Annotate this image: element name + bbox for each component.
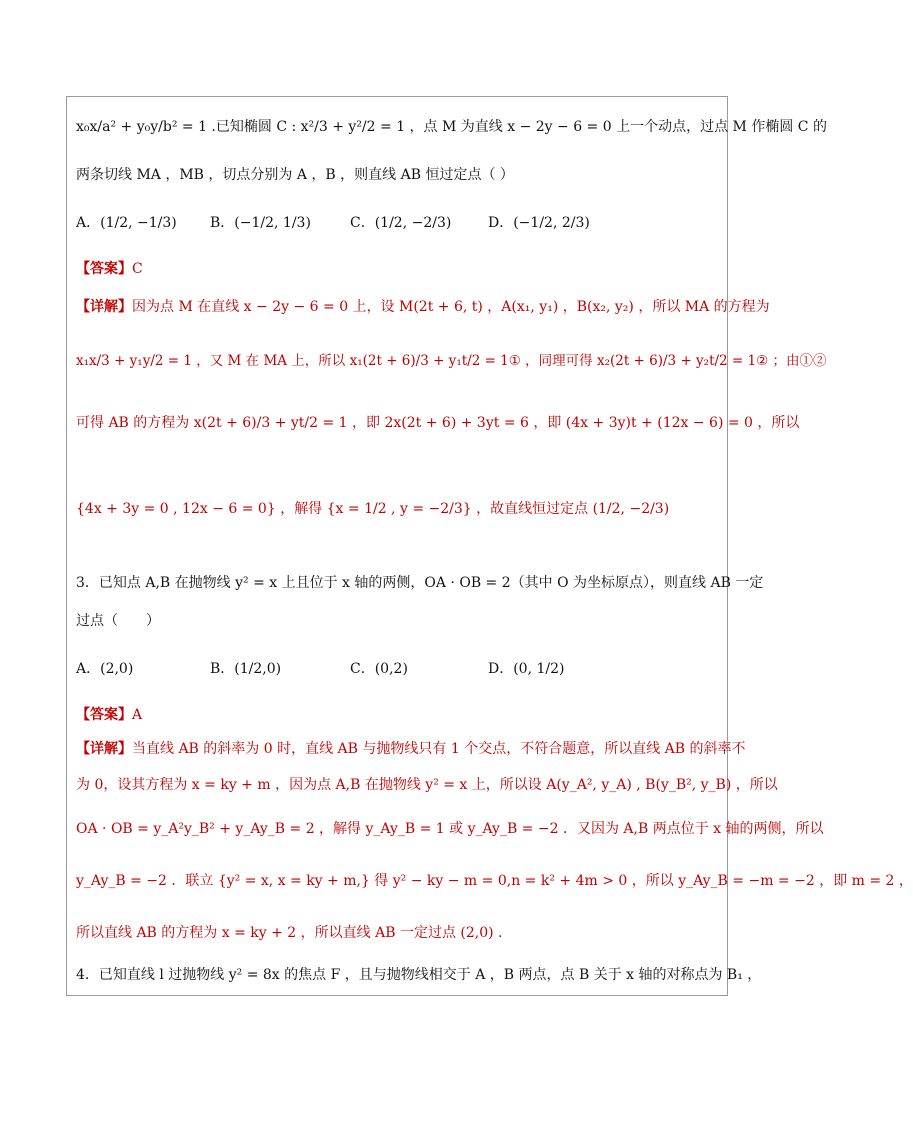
q3-detail-text-1: 当直线 AB 的斜率为 0 时，直线 AB 与抛物线只有 1 个交点，不符合题意，所以直线 AB 的斜率不 bbox=[132, 741, 746, 757]
q3-option-a: A．(2,0) bbox=[76, 661, 134, 677]
q2-answer-tag: 【答案】 bbox=[76, 261, 132, 277]
q4-stem-line-1: 4．已知直线 l 过抛物线 y² = 8x 的焦点 F ，且与抛物线相交于 A ，B 两点，点 B 关于 x 轴的对称点为 B₁ ， bbox=[76, 967, 762, 983]
q2-detail-line-3: 可得 AB 的方程为 x(2t + 6)/3 + yt/2 = 1 ，即 2x(2t + 6) + 3yt = 6 ，即 (4x + 3y)t + (12x − 6) = 0 ，所以 bbox=[76, 415, 800, 431]
q3-stem-line-1: 3．已知点 A,B 在抛物线 y² = x 上且位于 x 轴的两侧，OA · OB = 2（其中 O 为坐标原点），则直线 AB 一定 bbox=[76, 575, 764, 591]
q3-detail-line-2: 为 0，设其方程为 x = ky + m ，因为点 A,B 在抛物线 y² = x 上，所以设 A(y_A², y_A) , B(y_B², y_B) ，所以 bbox=[76, 777, 778, 793]
q3-answer-value: A bbox=[132, 707, 143, 723]
q3-stem-line-2: 过点（ ） bbox=[76, 613, 160, 629]
q3-detail-line-1 bbox=[76, 738, 746, 760]
q3-answer-row bbox=[76, 704, 142, 726]
q3-detail-line-5: 所以直线 AB 的方程为 x = ky + 2 ，所以直线 AB 一定过点 (2,0) . bbox=[76, 925, 503, 941]
q2-option-d: D．(−1/2, 2/3) bbox=[488, 215, 590, 231]
q2-answer-value: C bbox=[132, 261, 143, 277]
q3-option-b: B．(1/2,0) bbox=[210, 661, 282, 677]
q3-detail-line-4: y_Ay_B = −2 ．联立 {y² = x, x = ky + m,} 得 y² − ky − m = 0,n = k² + 4m > 0 ，所以 y_Ay_B = −m = −2 ，即 m = 2 ， bbox=[76, 873, 913, 889]
q3-detail-line-3: OA · OB = y_A²y_B² + y_Ay_B = 2 ，解得 y_Ay_B = 1 或 y_Ay_B = −2 ．又因为 A,B 两点位于 x 轴的两侧，所以 bbox=[76, 821, 824, 837]
q2-stem-line-2: 两条切线 MA ，MB ，切点分别为 A ，B ，则直线 AB 恒过定点（ ） bbox=[76, 167, 514, 183]
q2-detail-text-1: 因为点 M 在直线 x − 2y − 6 = 0 上，设 M(2t + 6, t) ，A(x₁, y₁) ，B(x₂, y₂) ，所以 MA 的方程为 bbox=[132, 299, 770, 315]
q3-option-d: D．(0, 1/2) bbox=[488, 661, 565, 677]
q2-option-b: B．(−1/2, 1/3) bbox=[210, 215, 311, 231]
q3-answer-tag: 【答案】 bbox=[76, 707, 132, 723]
q2-detail-tag: 【详解】 bbox=[76, 299, 132, 315]
q2-detail-line-2: x₁x/3 + y₁y/2 = 1 ，又 M 在 MA 上，所以 x₁(2t + 6)/3 + y₁t/2 = 1① ，同理可得 x₂(2t + 6)/3 + y₂t/2 = 1② ；由①② bbox=[76, 353, 827, 369]
q2-answer-row bbox=[76, 258, 143, 280]
q2-detail-line-4: {4x + 3y = 0 , 12x − 6 = 0} ，解得 {x = 1/2 , y = −2/3} ，故直线恒过定点 (1/2, −2/3) bbox=[76, 501, 670, 517]
q2-detail-line-1 bbox=[76, 296, 770, 318]
q2-stem-line-1: x₀x/a² + y₀y/b² = 1 .已知椭圆 C : x²/3 + y²/2 = 1 ，点 M 为直线 x − 2y − 6 = 0 上一个动点，过点 M 作椭圆 C 的 bbox=[76, 119, 827, 135]
q2-option-a: A．(1/2, −1/3) bbox=[76, 215, 177, 231]
q3-option-c: C．(0,2) bbox=[350, 661, 408, 677]
q3-detail-tag: 【详解】 bbox=[76, 741, 132, 757]
q2-option-c: C．(1/2, −2/3) bbox=[350, 215, 452, 231]
